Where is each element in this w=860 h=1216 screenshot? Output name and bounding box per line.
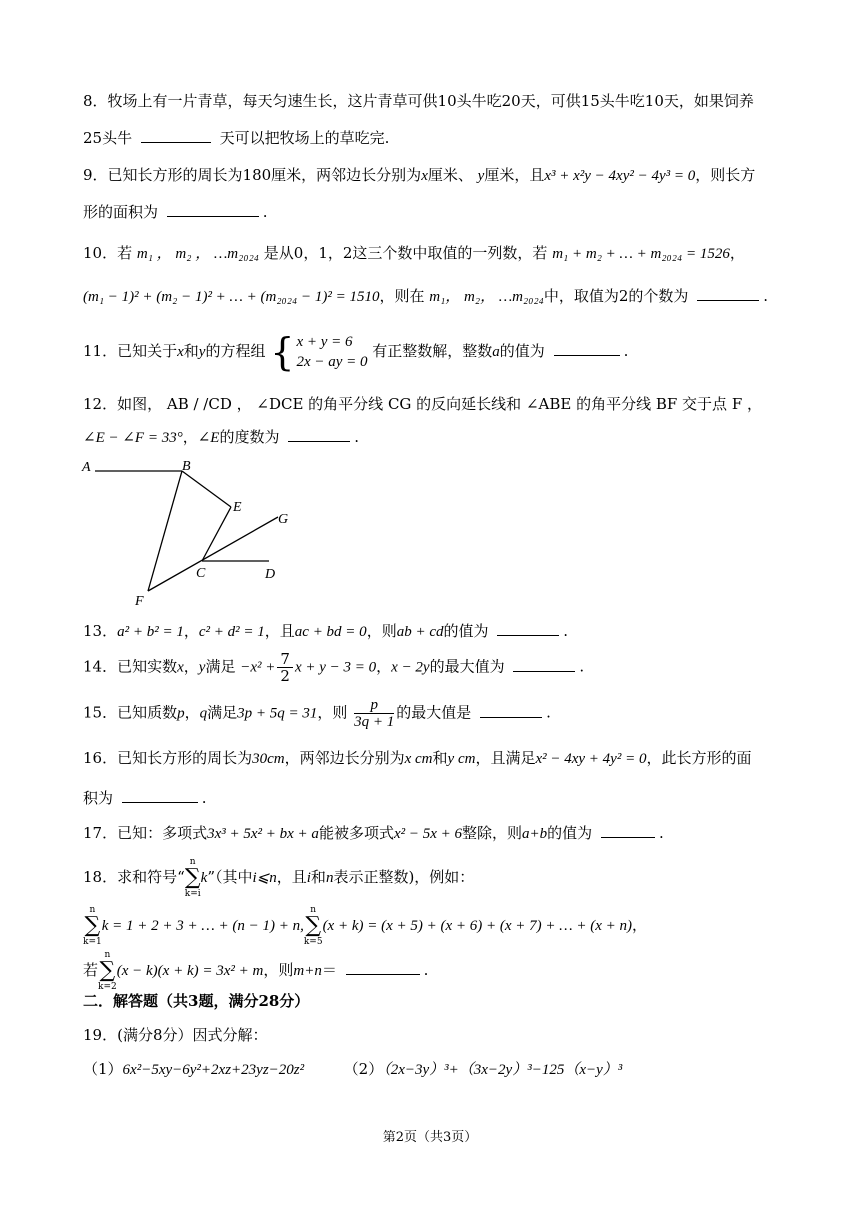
section-heading: 二．解答题（共3题，满分28分） (83, 992, 310, 1010)
label-E: E (233, 500, 242, 515)
q15-answer-blank[interactable] (480, 703, 542, 718)
q8-line2: 25头牛 天可以把牧场上的草吃完. (83, 129, 390, 147)
page-footer: 第2页（共3页） (382, 1130, 478, 1145)
q15-line: 15．已知质数p，q满足3p + 5q = 31，则 $\frac{p}{3q + 1}$ 的最大值是 . (83, 697, 551, 730)
label-B: B (182, 459, 191, 474)
sigma-symbol: n ∑ k=1 (83, 905, 102, 947)
sigma-symbol: n ∑ k=2 (98, 950, 117, 992)
q14-answer-blank[interactable] (513, 657, 575, 672)
q10-line2: (m₁ − 1)² + (m₂ − 1)² + … + (m₂₀₂₄ − 1)² = 1510，则在 m₁， m₂， …m₂₀₂₄中，取值为2的个数为 . (83, 287, 768, 305)
q10-sum-eq: m₁ + m₂ + … + m₂₀₂₄ = 1526 (552, 246, 730, 262)
q10-answer-blank[interactable] (697, 286, 759, 301)
fraction-p-over-3q1: $\frac{p}{3q + 1}$ (354, 697, 395, 730)
q8-line1: 8．牧场上有一片青草，每天匀速生长，这片青草可供10头牛吃20天，可供15头牛吃10天，如果饲养 (83, 92, 754, 110)
q10-line1: 10．若 m₁ ， m₂ ， …m₂₀₂₄ 是从0，1，2这三个数中取值的一列数，若 m₁ + m₂ + … + m₂₀₂₄ = 1526， (83, 244, 745, 262)
q16-answer-blank[interactable] (122, 788, 198, 803)
q9-answer-blank[interactable] (167, 202, 259, 217)
q13-line: 13．a² + b² = 1，c² + d² = 1，且ac + bd = 0，则ab + cd的值为 . (83, 622, 569, 640)
q9-line2: 形的面积为 . (83, 203, 268, 221)
q19-parts: （1）6x²−5xy−6y²+2xz+23yz−20z² （2）（2x−3y）³+（3x−2y）³−125（x−y）³ (83, 1060, 623, 1078)
q19-part1: 6x²−5xy−6y²+2xz+23yz−20z² (122, 1062, 305, 1078)
q17-answer-blank[interactable] (601, 823, 655, 838)
label-G: G (278, 512, 289, 527)
q14-line: 14．已知实数x，y满足 −x² + $\frac{7}{2}$ x + y − 3 = 0，x − 2y的最大值为 . (83, 650, 585, 685)
q10-square-eq: (m₁ − 1)² + (m₂ − 1)² + … + (m₂₀₂₄ − 1)² = 1510 (83, 289, 380, 305)
fraction-seven-halves: $\frac{7}{2}$ (277, 651, 293, 684)
q18-line3: 若n ∑ k=2(x − k)(x + k) = 3x² + m，则m+n＝ . (83, 950, 429, 992)
label-A: A (82, 460, 91, 475)
q12-line2: ∠E − ∠F = 33°，∠E的度数为 . (83, 428, 360, 446)
q12-answer-blank[interactable] (288, 427, 350, 442)
segment-BE (182, 471, 231, 507)
q13-answer-blank[interactable] (497, 621, 559, 636)
label-C: C (196, 566, 206, 581)
label-D: D (265, 567, 276, 582)
segment-BF (148, 471, 182, 591)
q18-answer-blank[interactable] (346, 960, 420, 975)
segment-FG (148, 517, 278, 591)
q18-line2: n ∑ k=1k = 1 + 2 + 3 + … + (n − 1) + n,n ∑ k=5(x + k) = (x + 5) + (x + 6) + (x + 7) + … + (x + n)， (83, 905, 648, 947)
q19-title: 19．(满分8分）因式分解： (83, 1026, 268, 1044)
q16-line1: 16．已知长方形的周长为30cm，两邻边长分别为x cm和y cm，且满足x² − 4xy + 4y² = 0，此长方形的面 (83, 749, 752, 767)
label-F: F (135, 594, 144, 609)
q16-line2: 积为 . (83, 789, 207, 807)
q11-system: x + y = 6 2x − ay = 0 (296, 334, 368, 370)
q11-line: 11．已知关于x和y的方程组 { x + y = 6 2x − ay = 0 有正整数解，整数a的值为 . (83, 330, 629, 374)
sigma-symbol: n ∑ k=5 (303, 905, 323, 947)
sigma-symbol: n ∑ k=i (184, 857, 201, 899)
q9-line1: 9．已知长方形的周长为180厘米，两邻边长分别为x厘米、 y厘米，且x³ + x²y − 4xy² − 4y³ = 0，则长方 (83, 166, 756, 184)
q19-part2: （2x−3y）³+（3x−2y）³−125（x−y）³ (383, 1062, 623, 1078)
q18-line1: 18．求和符号“n ∑ k=ik”（其中i⩽n，且i和n表示正整数)，例如： (83, 857, 475, 899)
segment-EC (202, 507, 231, 561)
q12-geometry-figure (78, 455, 303, 610)
q17-line: 17．已知：多项式3x³ + 5x² + bx + a能被多项式x² − 5x + 6整除，则a+b的值为 . (83, 824, 664, 842)
q9-equation: x³ + x²y − 4xy² − 4y³ = 0 (544, 168, 696, 184)
q8-answer-blank[interactable] (141, 128, 211, 143)
q12-line1: 12．如图， AB / /CD ， ∠DCE 的角平分线 CG 的反向延长线和 ∠ABE 的角平分线 BF 交于点 F ， (83, 395, 763, 413)
q11-answer-blank[interactable] (554, 341, 620, 356)
system-brace: { (270, 330, 295, 374)
